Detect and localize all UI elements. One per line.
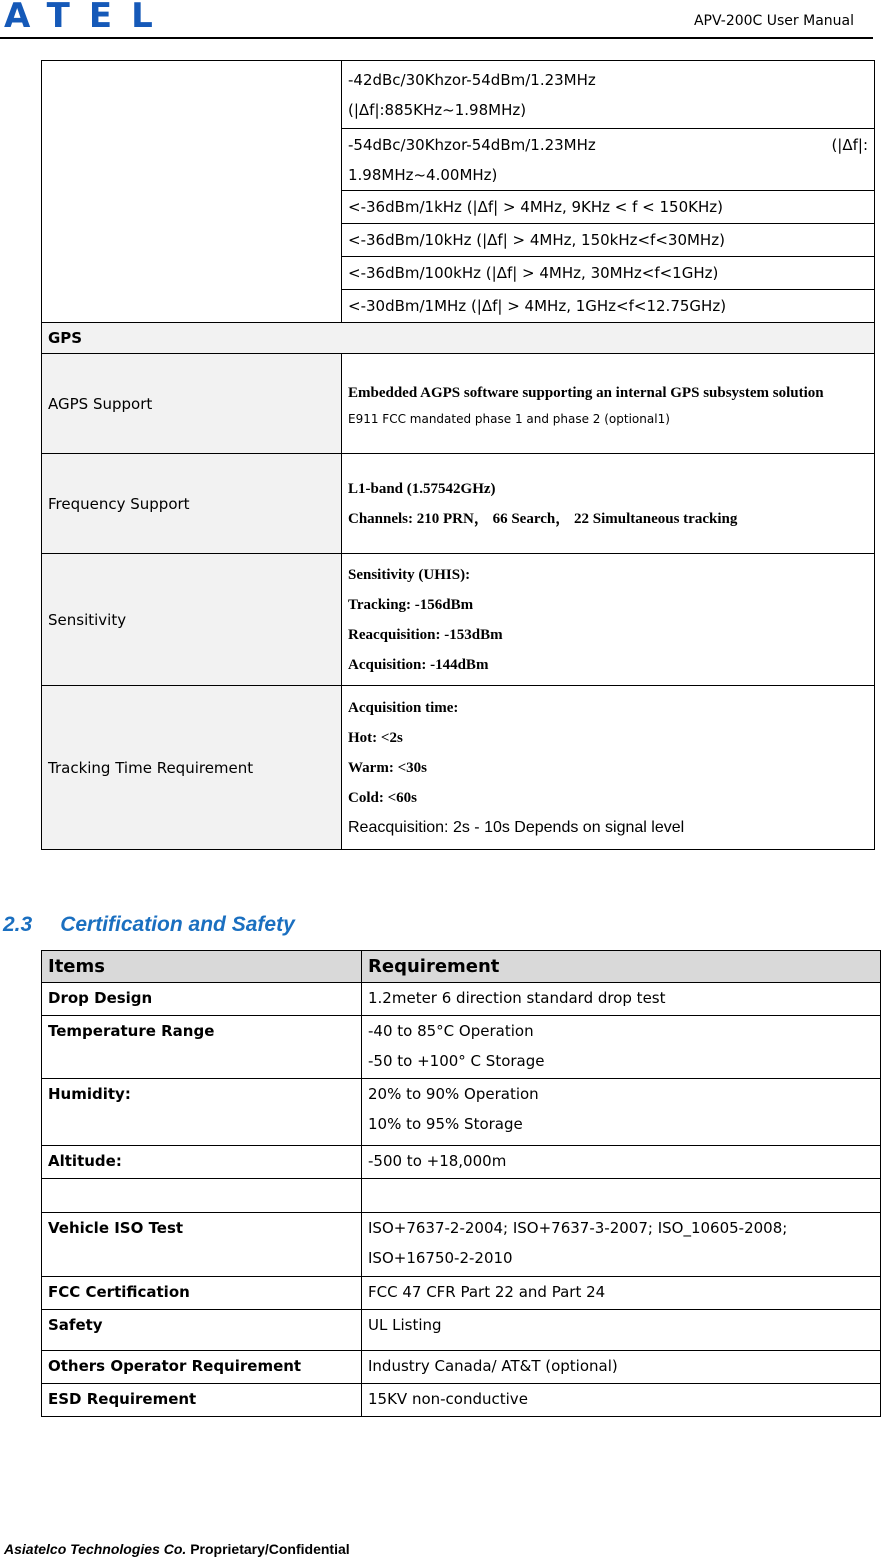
requirement-cell (362, 1213, 881, 1277)
spec-line: L1-band (1.57542GHz) (348, 480, 496, 497)
requirement-cell (362, 1079, 881, 1146)
spec-line: -42dBc/30Khzor-54dBm/1.23MHz (348, 70, 596, 89)
section-heading: Certification and Safety (60, 913, 295, 936)
requirement-line: -50 to +100° C Storage (368, 1052, 545, 1070)
gps-row-label: Frequency Support (42, 454, 342, 554)
section-number: 2.3 (3, 913, 33, 936)
spec-cell (342, 129, 875, 191)
manual-title: APV-200C User Manual (693, 13, 854, 29)
requirement-cell: UL Listing (362, 1310, 881, 1351)
requirement-cell: -500 to +18,000m (362, 1146, 881, 1179)
spec-line (348, 378, 868, 408)
gps-row-value (342, 454, 875, 554)
spec-line: Reacquisition: 2s - 10s Depends on signal level (348, 818, 685, 836)
spec-line-text: Embedded AGPS software supporting an internal GPS subsystem solution (348, 384, 824, 401)
spec-line: 1.98MHz~4.00MHz) (348, 165, 498, 184)
spec-line: Warm: <30s (348, 759, 427, 776)
item-cell (42, 1179, 362, 1213)
spec-cell (342, 61, 875, 129)
spec-line: Sensitivity (UHIS): (348, 566, 471, 583)
spec-line: Hot: <2s (348, 729, 403, 746)
item-cell: Altitude: (42, 1146, 362, 1179)
gps-row-value (342, 686, 875, 850)
spec-table (41, 60, 875, 850)
spurious-label-cell (42, 61, 342, 323)
atel-logo: ATEL (4, 0, 172, 36)
spec-line: (|Δf|: (831, 135, 868, 154)
item-cell: Vehicle ISO Test (42, 1213, 362, 1277)
spec-line: Tracking: -156dBm (348, 596, 474, 613)
spec-line: Channels: 210 PRN， 66 Search， 22 Simultaneous tracking (348, 510, 738, 527)
column-header: Items (42, 951, 362, 983)
requirement-cell: Industry Canada/ AT&T (optional) (362, 1351, 881, 1384)
requirement-line: ISO+7637-2-2004; ISO+7637-3-2007; ISO_10605-2008; (368, 1219, 788, 1237)
spec-line: Cold: <60s (348, 789, 417, 806)
requirement-line: 20% to 90% Operation (368, 1085, 539, 1103)
gps-row-value (342, 554, 875, 686)
spec-line: Reacquisition: -153dBm (348, 626, 503, 643)
requirement-cell: 1.2meter 6 direction standard drop test (362, 983, 881, 1016)
spec-cell: <-36dBm/1kHz (|Δf| > 4MHz, 9KHz < f < 150KHz) (342, 191, 875, 224)
gps-row-label: Sensitivity (42, 554, 342, 686)
section-title (3, 913, 295, 937)
spec-cell: <-36dBm/10kHz (|Δf| > 4MHz, 150kHz<f<30MHz) (342, 224, 875, 257)
item-cell: ESD Requirement (42, 1384, 362, 1417)
gps-heading: GPS (42, 323, 875, 354)
spec-line: (|Δf|:885KHz~1.98MHz) (348, 100, 527, 119)
item-cell: Drop Design (42, 983, 362, 1016)
gps-row-value (342, 354, 875, 454)
item-cell: Others Operator Requirement (42, 1351, 362, 1384)
item-cell: Humidity: (42, 1079, 362, 1146)
gps-row-label: AGPS Support (42, 354, 342, 454)
item-cell: Safety (42, 1310, 362, 1351)
spec-line: Acquisition: -144dBm (348, 656, 489, 673)
requirement-cell: 15KV non-conductive (362, 1384, 881, 1417)
spec-line: E911 FCC mandated phase 1 and phase 2 (optional1) (348, 411, 670, 426)
spec-cell: <-36dBm/100kHz (|Δf| > 4MHz, 30MHz<f<1GHz) (342, 257, 875, 290)
spec-cell: <-30dBm/1MHz (|Δf| > 4MHz, 1GHz<f<12.75GHz) (342, 290, 875, 323)
header-divider (0, 37, 873, 39)
requirement-line: -40 to 85°C Operation (368, 1022, 534, 1040)
spec-line: -54dBc/30Khzor-54dBm/1.23MHz (348, 135, 596, 154)
requirement-cell: FCC 47 CFR Part 22 and Part 24 (362, 1277, 881, 1310)
gps-row-label: Tracking Time Requirement (42, 686, 342, 850)
spec-line: Acquisition time: (348, 699, 459, 716)
requirement-cell (362, 1179, 881, 1213)
requirement-line: ISO+16750-2-2010 (368, 1249, 513, 1267)
column-header: Requirement (362, 951, 881, 983)
page-footer (4, 1541, 350, 1557)
certification-table (41, 950, 881, 1417)
company-name: Asiatelco Technologies Co. (4, 1541, 187, 1557)
requirement-cell (362, 1016, 881, 1079)
confidential-note: Proprietary/Confidential (190, 1541, 350, 1557)
item-cell: Temperature Range (42, 1016, 362, 1079)
item-cell: FCC Certification (42, 1277, 362, 1310)
requirement-line: 10% to 95% Storage (368, 1115, 523, 1133)
